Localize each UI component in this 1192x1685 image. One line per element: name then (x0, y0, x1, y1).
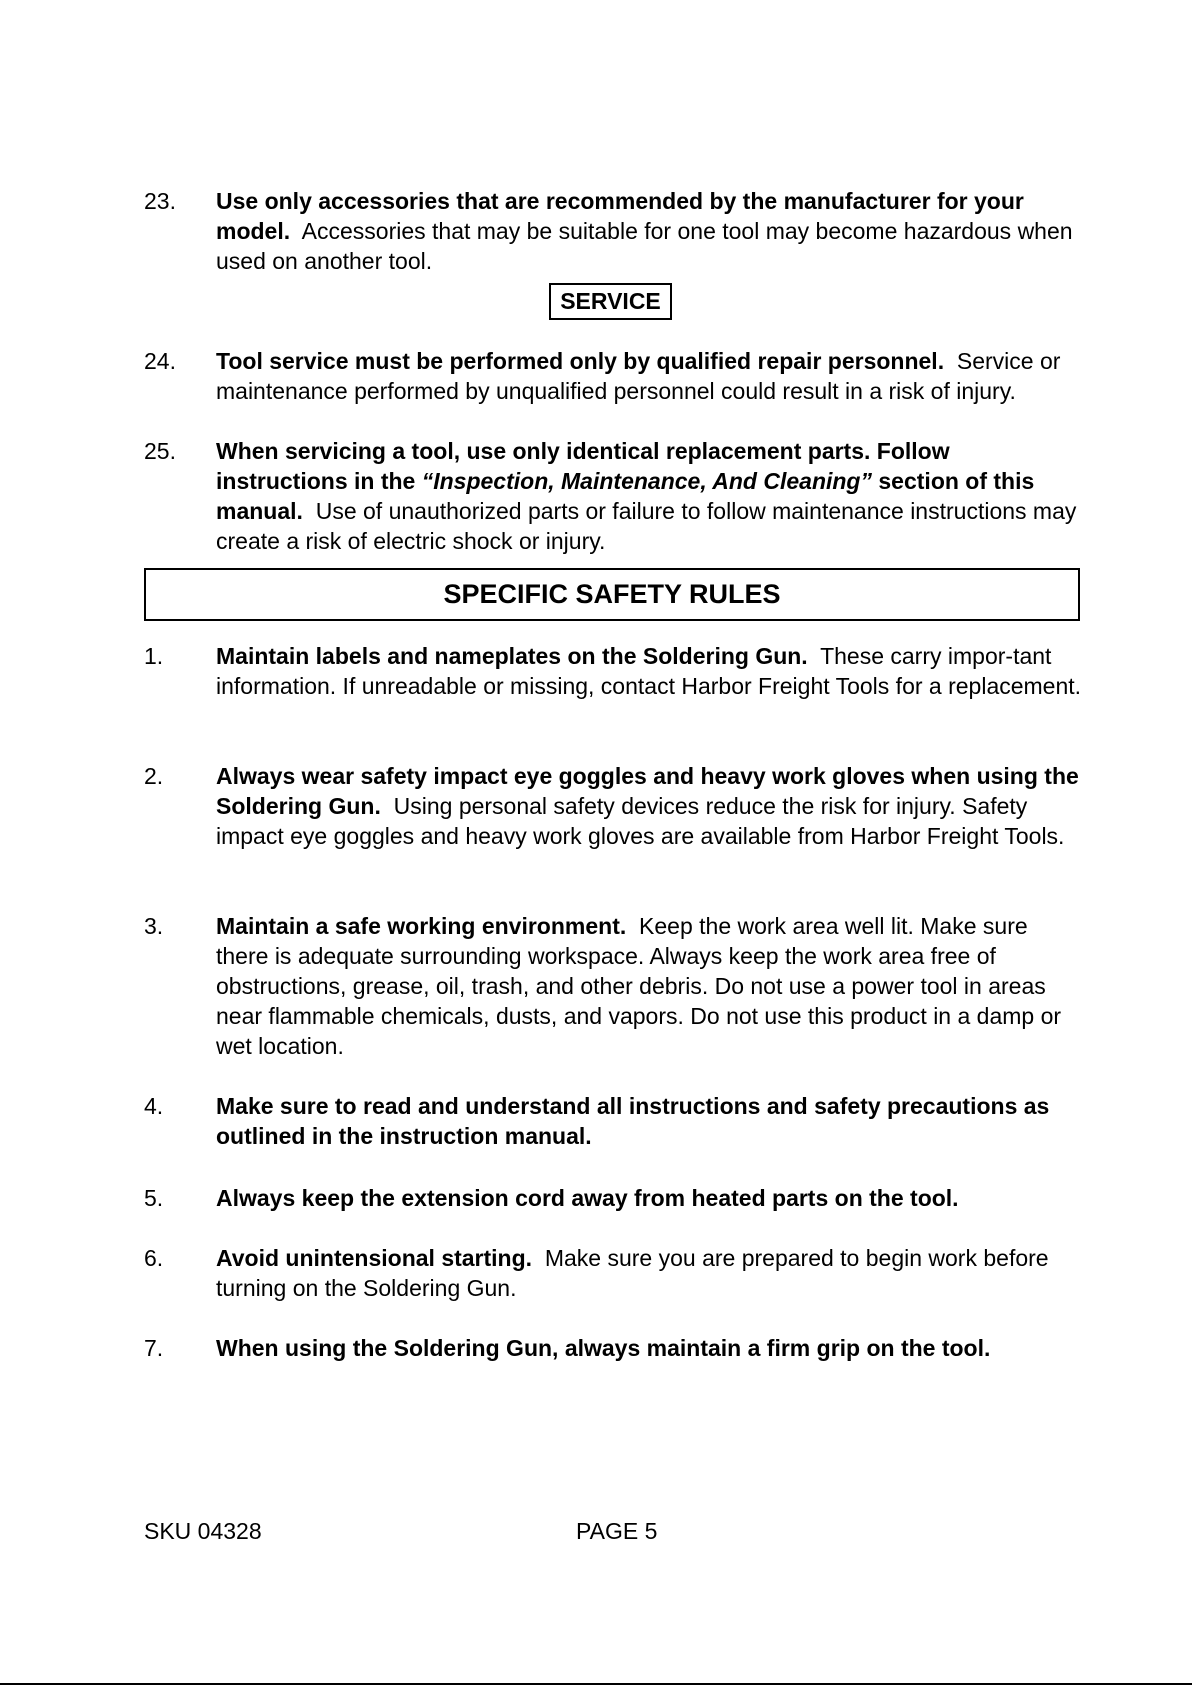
rule-body (216, 911, 1086, 1061)
rule-number: 1. (144, 643, 164, 669)
service-heading: SERVICE (549, 283, 672, 320)
rule-body (216, 1243, 1086, 1303)
rule-number: 23. (144, 188, 176, 214)
rule-body (216, 1183, 1086, 1213)
footer-page-number: PAGE 5 (576, 1518, 658, 1544)
rule-body (216, 1333, 1086, 1363)
rule-lead: Always keep the extension cord away from heated parts on the tool. (216, 1185, 959, 1211)
rule-lead: When servicing a tool, use only identical replacement parts. Follow instructions in the (216, 438, 950, 494)
rule-number: 2. (144, 763, 164, 789)
rule-number: 3. (144, 913, 164, 939)
rule-text: Keep the work area well lit. Make sure there is adequate surrounding workspace. Always keep the work area free of obstructions, grease, oil, trash, and other debris. Do not use a power tool in areas near flammable chemicals, dusts, and vapors. Do not use this product in a damp or wet location. (216, 913, 1062, 1059)
rule-lead: Tool service must be performed only by qualified repair personnel. (216, 348, 945, 374)
rule-body (216, 641, 1086, 701)
rule-body (216, 436, 1086, 556)
rule-number: 6. (144, 1245, 164, 1271)
rule-number: 4. (144, 1093, 164, 1119)
rule-body (216, 761, 1086, 851)
rule-text: Using personal safety devices reduce the risk for injury. Safety impact eye goggles and heavy work gloves are available from Harbor Freight Tools. (216, 793, 1065, 849)
specific-safety-rules-heading: SPECIFIC SAFETY RULES (144, 568, 1080, 621)
rule-body (216, 1091, 1086, 1151)
rule-body (216, 346, 1086, 406)
rule-number: 25. (144, 438, 176, 464)
rule-lead: Make sure to read and understand all instructions and safety precautions as outlined in the instruction manual. (216, 1093, 1050, 1149)
rule-number: 24. (144, 348, 176, 374)
rule-number: 7. (144, 1335, 164, 1361)
rule-lead-italic: “Inspection, Maintenance, And Cleaning” (421, 468, 872, 494)
rule-lead: Use only accessories that are recommended by the manufacturer for your model. (216, 188, 1024, 244)
rule-text: Make sure you are prepared to begin work before turning on the Soldering Gun. (216, 1245, 1049, 1301)
rule-lead: Always wear safety impact eye goggles and heavy work gloves when using the Soldering Gun. (216, 763, 1079, 819)
rule-body (216, 186, 1086, 276)
rule-lead: When using the Soldering Gun, always maintain a firm grip on the tool. (216, 1335, 991, 1361)
rule-number: 5. (144, 1185, 164, 1211)
rule-text: Accessories that may be suitable for one tool may become hazardous when used on another tool. (216, 218, 1073, 274)
footer-sku: SKU 04328 (144, 1518, 262, 1544)
rule-lead-cont: section of this manual. (216, 468, 1035, 524)
rule-text: These carry impor-tant information. If unreadable or missing, contact Harbor Freight Tools for a replacement. (216, 643, 1082, 699)
rule-lead: Avoid unintensional starting. (216, 1245, 533, 1271)
rule-text: Use of unauthorized parts or failure to follow maintenance instructions may create a risk of electric shock or injury. (216, 498, 1077, 554)
rule-lead: Maintain a safe working environment. (216, 913, 627, 939)
rule-lead: Maintain labels and nameplates on the Soldering Gun. (216, 643, 808, 669)
rule-text: Service or maintenance performed by unqualified personnel could result in a risk of injury. (216, 348, 1061, 404)
